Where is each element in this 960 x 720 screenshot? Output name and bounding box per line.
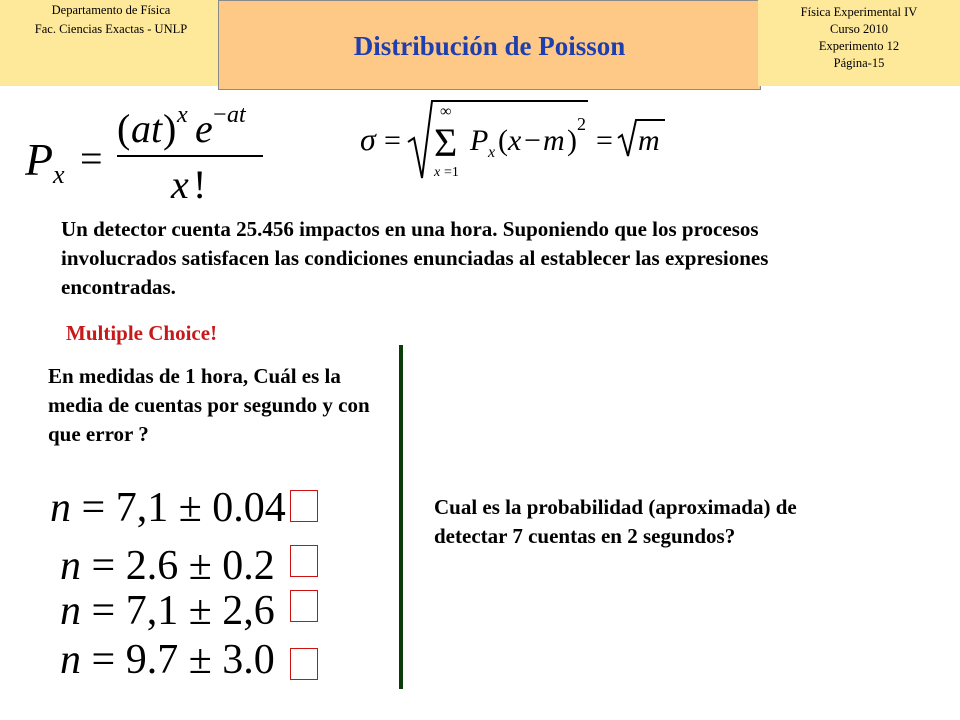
svg-text:=: = [384,124,401,157]
option-3-checkbox[interactable] [290,590,318,622]
option-2-checkbox[interactable] [290,545,318,577]
svg-text:): ) [163,106,177,151]
option-variable: n [60,637,81,683]
svg-text:x: x [434,165,441,180]
header-left [0,0,222,86]
svg-text:−: − [524,124,541,157]
experiment-number: Experimento 12 [818,39,900,53]
slide-title: Distribución de Poisson [218,0,761,90]
svg-text:at: at [227,102,246,128]
page-number: Página-15 [833,56,885,70]
svg-text:x: x [171,162,189,205]
option-value: 7,1 ± 2,6 [125,588,275,634]
question-2: Cual es la probabilidad (aproximada) de detectar 7 cuentas en 2 segundos? [434,495,797,548]
svg-text:x: x [53,160,65,189]
svg-text:x: x [488,144,496,161]
svg-text:=: = [596,124,613,157]
course-name: Física Experimental IV [800,5,918,19]
svg-text:P: P [470,124,489,157]
question-1: En medidas de 1 hora, Cuál es la media de cuentas por segundo y con que error ? [48,364,370,446]
header-right [758,0,960,86]
option-variable: n [50,485,71,531]
svg-text:m: m [543,124,565,157]
svg-text:−: − [213,102,227,128]
svg-text:=: = [80,136,103,181]
faculty-label: Fac. Ciencias Exactas - UNLP [34,22,188,36]
option-value: 9.7 ± 3.0 [125,637,275,683]
svg-text:m: m [638,124,660,157]
option-1-checkbox[interactable] [290,490,318,522]
option-3: n = 7,1 ± 2,6 [60,588,275,634]
option-value: 2.6 ± 0.2 [125,543,275,589]
option-variable: n [60,543,81,589]
svg-text:x: x [177,102,188,128]
svg-text:): ) [567,124,577,157]
svg-text:2: 2 [577,114,586,134]
vertical-divider [399,345,403,689]
svg-text:(: ( [117,106,131,151]
svg-text:P: P [25,134,54,185]
option-variable: n [60,588,81,634]
svg-text:!: ! [193,162,207,205]
multiple-choice-label: Multiple Choice! [66,321,218,345]
poisson-formula [25,100,275,205]
svg-text:at: at [131,106,163,151]
svg-text:σ: σ [360,121,376,157]
svg-text:Σ: Σ [434,120,458,165]
department-label: Departamento de Física [51,3,171,17]
option-4-checkbox[interactable] [290,648,318,680]
option-2: n = 2.6 ± 0.2 [60,543,275,589]
option-value: 7,1 ± 0.04 [115,485,286,531]
course-year: Curso 2010 [830,22,888,36]
svg-text:e: e [195,106,213,151]
sigma-formula [360,98,670,183]
svg-text:=1: =1 [444,165,459,180]
svg-text:∞: ∞ [440,103,452,120]
option-4: n = 9.7 ± 3.0 [60,637,275,683]
svg-text:(: ( [498,124,508,157]
svg-text:x: x [508,124,522,157]
option-1: n = 7,1 ± 0.04 [50,485,286,531]
problem-statement: Un detector cuenta 25.456 impactos en una hora. Suponiendo que los procesos involucrados satisfacen las condiciones enunciadas al establecer las expresiones encontradas. [61,217,769,299]
